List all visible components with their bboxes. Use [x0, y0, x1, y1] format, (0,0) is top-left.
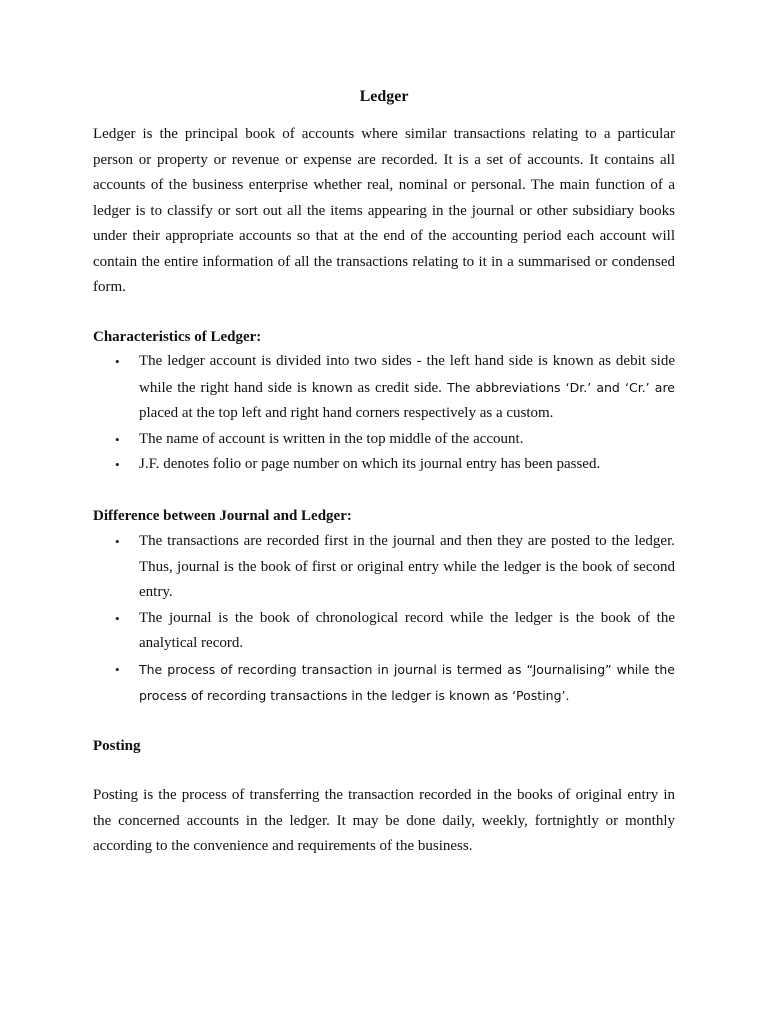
- list-item-text: The transactions are recorded first in the journal and then they are posted to the ledger. Thus, journal is the book of first or original entry while the ledger is the book of second entry.: [139, 533, 675, 600]
- characteristics-heading: Characteristics of Ledger:: [93, 329, 262, 345]
- list-item-text: The process of recording transaction in journal is termed as “Journalising” while the process of recording transactions in the ledger is known as ‘Posting’.: [139, 661, 675, 703]
- page-title: Ledger: [359, 88, 409, 105]
- posting-heading: Posting: [93, 738, 141, 754]
- bullet-icon: •: [115, 431, 120, 447]
- list-item-text: The journal is the book of chronological record while the ledger is the book of the analytical record.: [139, 609, 675, 651]
- bullet-icon: •: [115, 457, 120, 472]
- list-item: [93, 606, 675, 657]
- posting-paragraph: Posting is the process of transferring the transaction recorded in the books of original entry in the concerned accounts in the ledger. It may be done daily, weekly, fortnightly or monthly according to the convenience and requirements of the business.: [93, 787, 675, 854]
- list-item-text: J.F. denotes folio or page number on which its journal entry has been passed.: [139, 456, 601, 472]
- intro-paragraph: Ledger is the principal book of accounts where similar transactions relating to a particular person or property or revenue or expense are recorded. It is a set of accounts. It contains all accounts of the business enterprise whether real, nominal or personal. The main function of a ledger is to classify or sort out all the items appearing in the journal or other subsidiary books under their appropriate accounts so that at the end of the accounting period each account will contain the entire information of all the transactions relating to it in a summarised or condensed form.: [93, 126, 675, 295]
- bullet-icon: •: [115, 610, 120, 626]
- difference-heading: Difference between Journal and Ledger:: [93, 508, 352, 524]
- list-item-text-end: placed at the top left and right hand corners respectively as a custom.: [139, 405, 554, 421]
- list-item: [93, 452, 675, 478]
- difference-list: [93, 529, 675, 710]
- list-item-text-abbrev: The abbreviations ‘Dr.’ and ‘Cr.’ are: [441, 379, 675, 395]
- list-item: [93, 657, 675, 710]
- list-item-text: The ledger account is divided into two sides - the left hand side is known as debit side while the right hand side is known as credit side.: [139, 353, 675, 396]
- list-item: [93, 349, 675, 427]
- bullet-icon: •: [115, 661, 120, 677]
- characteristics-list: [93, 349, 675, 478]
- bullet-icon: •: [115, 534, 120, 549]
- list-item: [93, 529, 675, 606]
- bullet-icon: •: [115, 354, 120, 369]
- list-item-text: The name of account is written in the top middle of the account.: [139, 430, 524, 447]
- list-item: [93, 427, 675, 453]
